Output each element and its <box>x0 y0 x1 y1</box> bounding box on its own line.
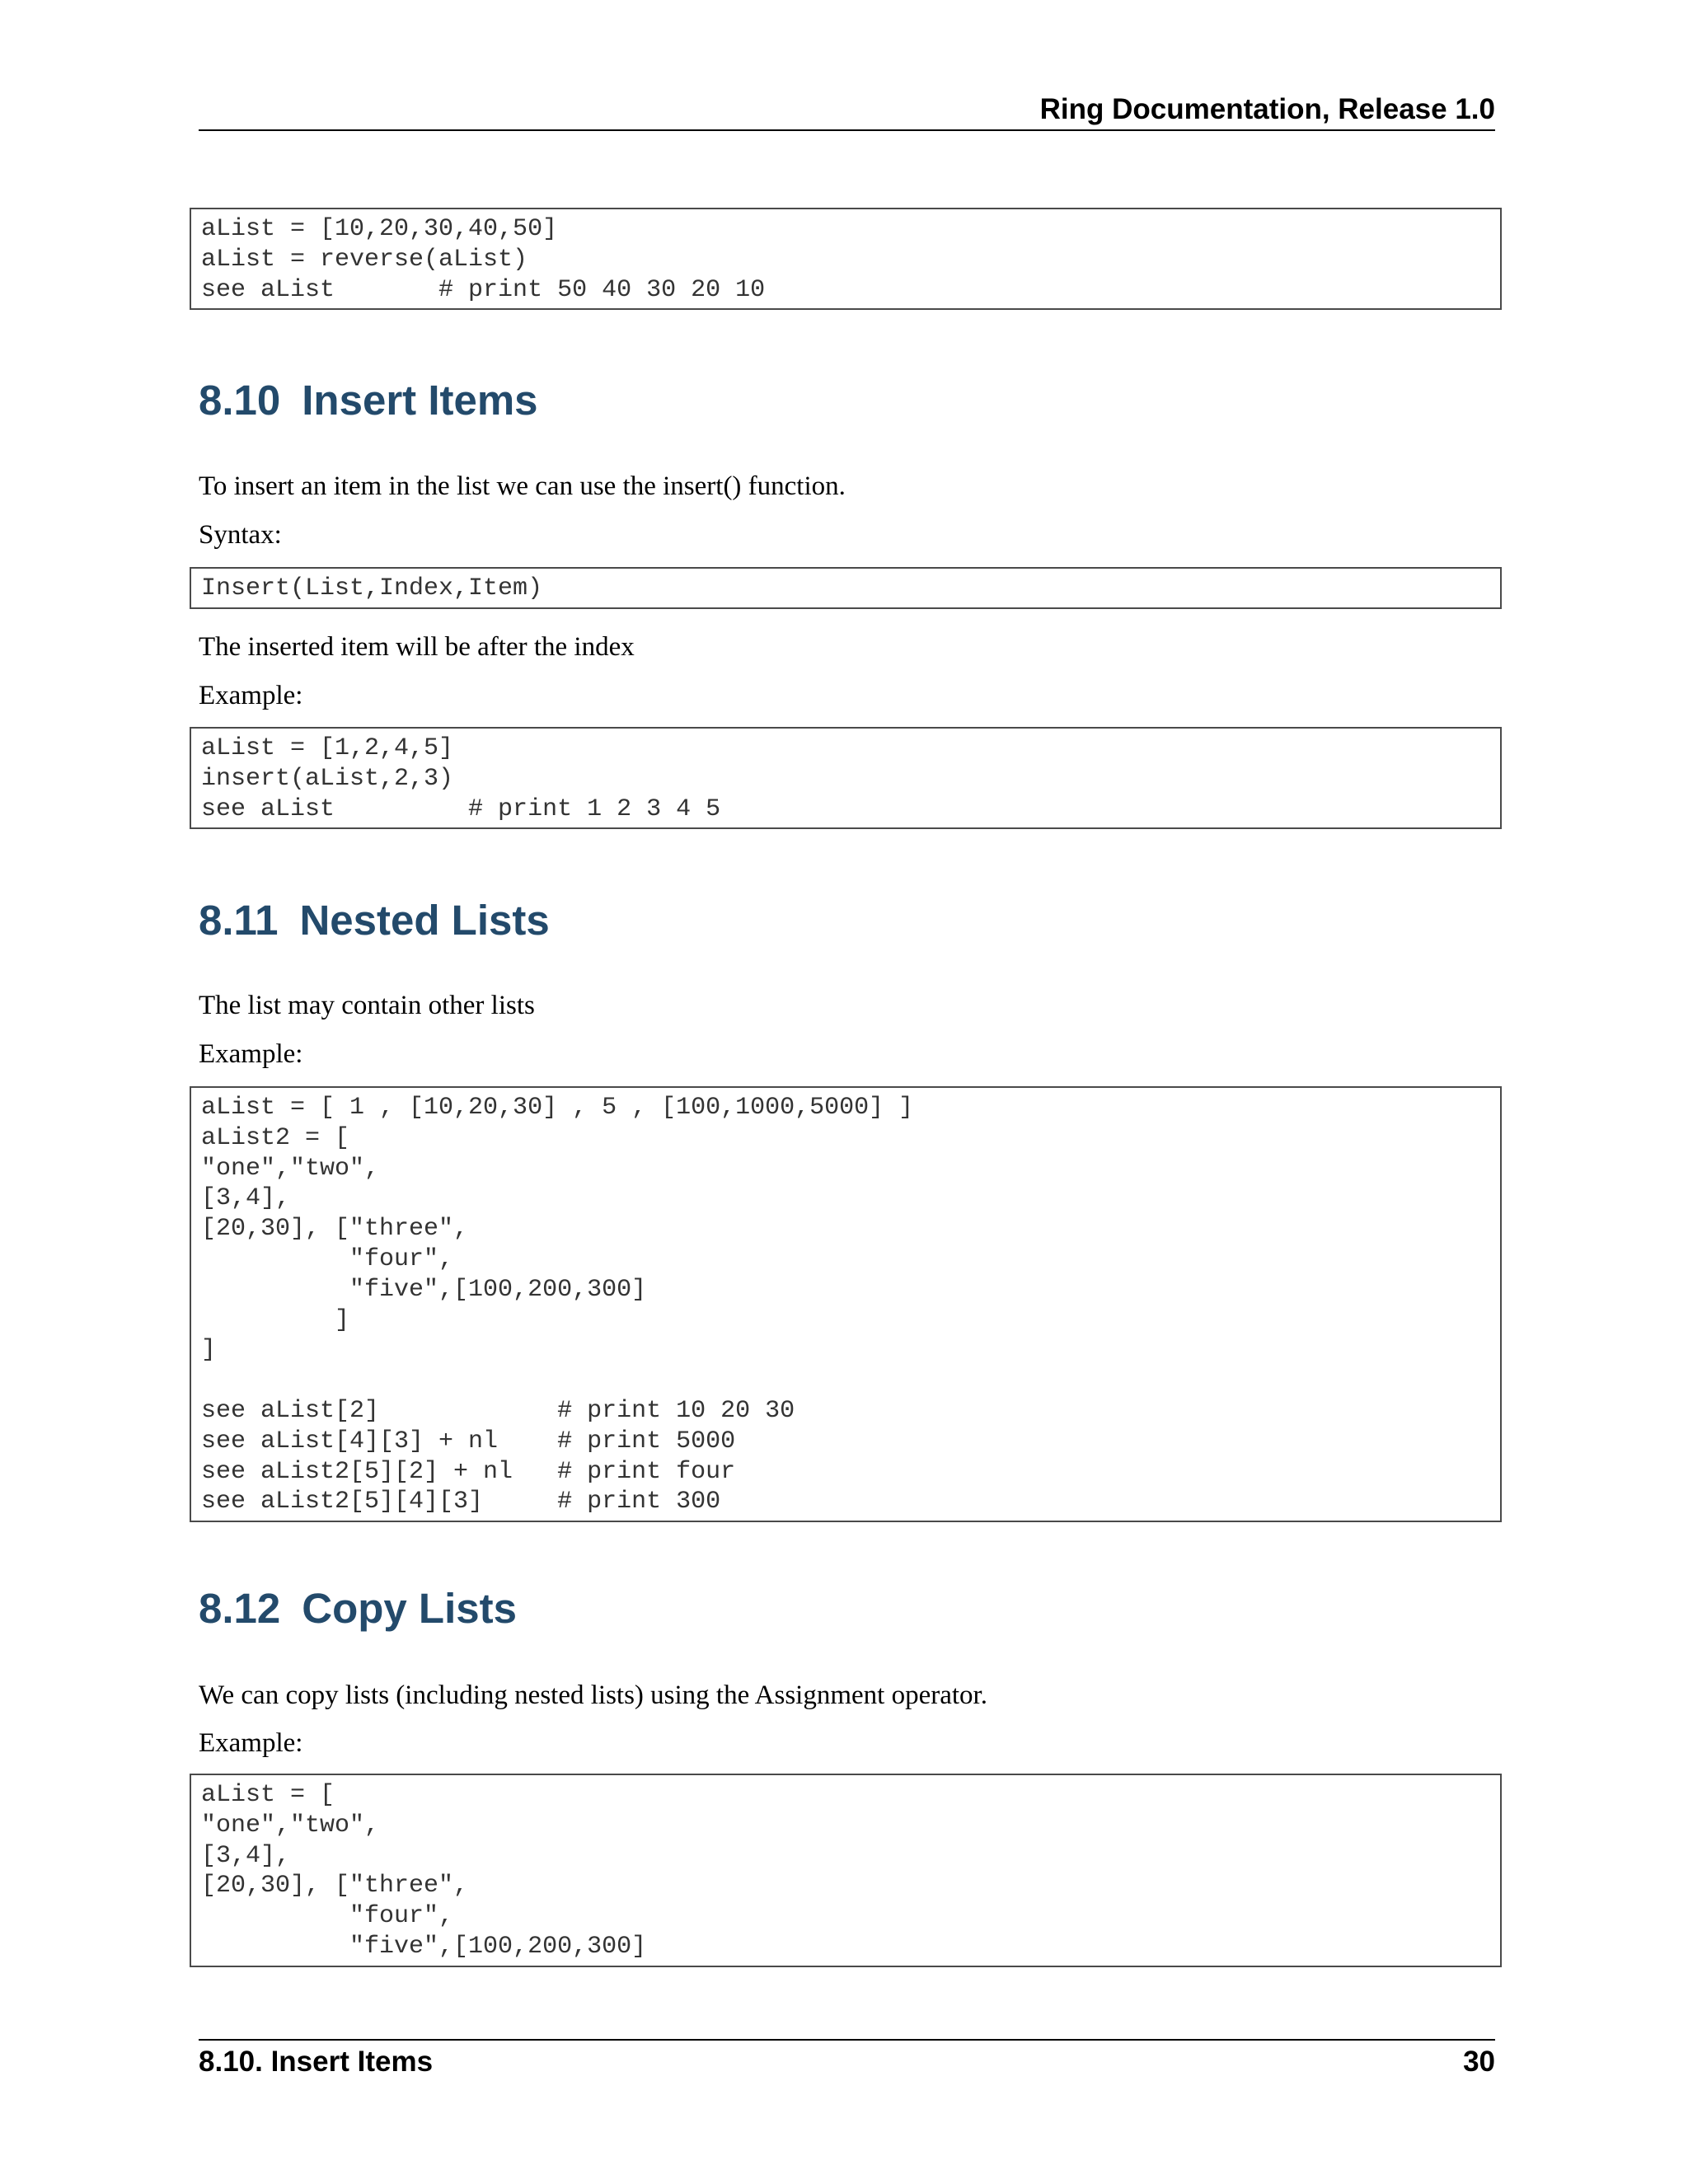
paragraph-insert-note: The inserted item will be after the index <box>199 632 635 662</box>
example-label: Example: <box>199 1039 303 1069</box>
code-block-reverse <box>190 208 1502 310</box>
section-number: 8.12 <box>199 1585 281 1632</box>
paragraph-nested-intro: The list may contain other lists <box>199 991 535 1020</box>
syntax-label: Syntax: <box>199 520 282 550</box>
paragraph-insert-intro: To insert an item in the list we can use the insert() function. <box>199 471 846 501</box>
section-heading-insert-items <box>199 376 538 425</box>
footer-section-title: 8.10. Insert Items <box>199 2046 434 2078</box>
running-header-title: Ring Documentation, Release 1.0 <box>1039 93 1495 125</box>
section-heading-copy-lists <box>199 1584 517 1633</box>
section-number: 8.11 <box>199 897 279 944</box>
section-title: Nested Lists <box>299 897 550 944</box>
code-block-insert-example <box>190 727 1502 829</box>
code-text: aList = [ "one","two", [3,4], [20,30], ["three", "four", "five",[100,200,300] <box>201 1781 647 1961</box>
code-block-copy-example <box>190 1774 1502 1967</box>
section-title: Copy Lists <box>302 1585 517 1632</box>
code-text: aList = [1,2,4,5] insert(aList,2,3) see aList # print 1 2 3 4 5 <box>201 734 721 823</box>
example-label: Example: <box>199 1728 303 1758</box>
header-rule <box>199 129 1495 131</box>
code-text: Insert(List,Index,Item) <box>201 574 543 602</box>
code-text: aList = [10,20,30,40,50] aList = reverse(aList) see aList # print 50 40 30 20 10 <box>201 215 766 304</box>
section-heading-nested-lists <box>199 896 550 945</box>
code-block-nested-example <box>190 1086 1502 1522</box>
page-number: 30 <box>1463 2046 1495 2078</box>
paragraph-copy-intro: We can copy lists (including nested lists) using the Assignment operator. <box>199 1680 987 1710</box>
code-block-insert-syntax <box>190 567 1502 609</box>
section-title: Insert Items <box>302 377 538 424</box>
code-text: aList = [ 1 , [10,20,30] , 5 , [100,1000,5000] ] aList2 = [ "one","two", [3,4], [20,30], ["three", "four", "five",[100,200,300] ] ] see aList[2] # print 10 20 30 see aList[4][3] + nl # print 5000 see aList2[5][2] + nl # print four see aList2[5][4][3] # print 300 <box>201 1094 914 1516</box>
footer-rule <box>199 2039 1495 2041</box>
section-number: 8.10 <box>199 377 281 424</box>
example-label: Example: <box>199 681 303 710</box>
